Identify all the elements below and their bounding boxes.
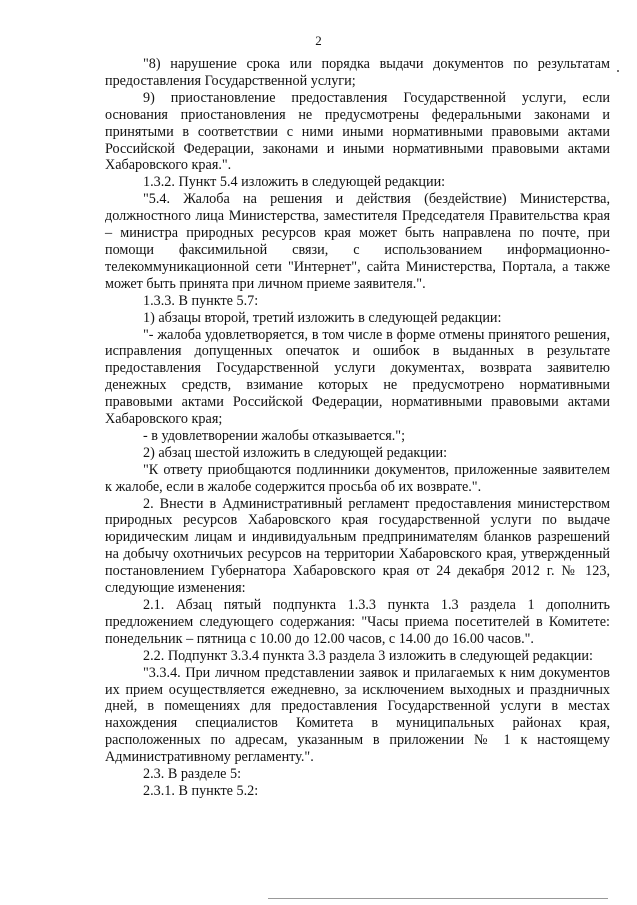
paragraph-5-4: "5.4. Жалоба на решения и действия (бездействие) Министерства, должностного лица Министерства, заместителя Председателя Правительства края – министра природных ресурсов края может быть направлена по почте, при помощи факсимильной связи, с использованием информационно-телекоммуникационной сети "Интернет", сайта Министерства, Портала, а также может быть принята при личном приеме заявителя.". (105, 191, 610, 292)
paragraph-item-9: 9) приостановление предоставления Государственной услуги, если основания приостановления не предусмотрены федеральными законами и принятыми в соответствии с ними иными нормативными правовыми актами Российской Федерации, законами и иными нормативными правовыми актами Хабаровского края.". (105, 89, 610, 174)
paragraph-2-2: 2.2. Подпункт 3.3.4 пункта 3.3 раздела 3 изложить в следующей редакции: (143, 647, 593, 664)
document-body (105, 56, 610, 800)
paragraph-complaint-satisfied: "- жалоба удовлетворяется, в том числе в форме отмены принятого решения, исправления допущенных опечаток и ошибок в выданных в результате предоставления Государственной услуги документах, возврата заявителю денежных средств, взимание которых не предусмотрено нормативными правовыми актами Российской Федерации, нормативными правовыми актами Хабаровского края; (105, 326, 610, 428)
paragraph-subitem-1: 1) абзацы второй, третий изложить в следующей редакции: (143, 309, 502, 326)
paragraph-2-1: 2.1. Абзац пятый подпункта 1.3.3 пункта 1.3 раздела 1 дополнить предложением следующего содержания: "Часы приема посетителей в Комитете: понедельник – пятница с 10.00 до 12.00 часов, с 14.00 до 16.00 часов.". (105, 597, 610, 647)
paragraph-complaint-refused: - в удовлетворении жалобы отказывается."; (143, 427, 406, 444)
paragraph-item-8: "8) нарушение срока или порядка выдачи документов по результатам предоставления Государственной услуги; (105, 56, 610, 89)
paragraph-2-3: 2.3. В разделе 5: (143, 766, 242, 783)
paragraph-2-3-1: 2.3.1. В пункте 5.2: (143, 782, 259, 799)
paragraph-3-3-4: "3.3.4. При личном представлении заявок и прилагаемых к ним документов их прием осуществляется ежедневно, за исключением выходных и праздничных дней, в помещениях для предоставления Государственной услуги в местах нахождения специалистов Комитета в муниципальных районах края, расположенных по адресам, указанным в приложении № 1 к настоящему Административному регламенту.". (105, 664, 610, 766)
bottom-divider (268, 898, 608, 899)
paragraph-subitem-2: 2) абзац шестой изложить в следующей редакции: (143, 444, 448, 461)
page-number: 2 (315, 33, 322, 48)
paragraph-1-3-3: 1.3.3. В пункте 5.7: (143, 292, 259, 309)
scan-speck (617, 70, 619, 72)
paragraph-response-documents: "К ответу приобщаются подлинники документов, приложенные заявителем к жалобе, если в жалобе содержится просьба об их возврате.". (105, 461, 610, 495)
paragraph-1-3-2: 1.3.2. Пункт 5.4 изложить в следующей редакции: (143, 174, 446, 191)
paragraph-section-2: 2. Внести в Административный регламент предоставления министерством природных ресурсов Хабаровского края государственной услуги по выдаче юридическим лицам и индивидуальным предпринимателям бланков разрешений на добычу охотничьих ресурсов на территории Хабаровского края, утвержденный постановлением Губернатора Хабаровского края от 24 декабря 2012 г. № 123, следующие изменения: (105, 495, 610, 597)
